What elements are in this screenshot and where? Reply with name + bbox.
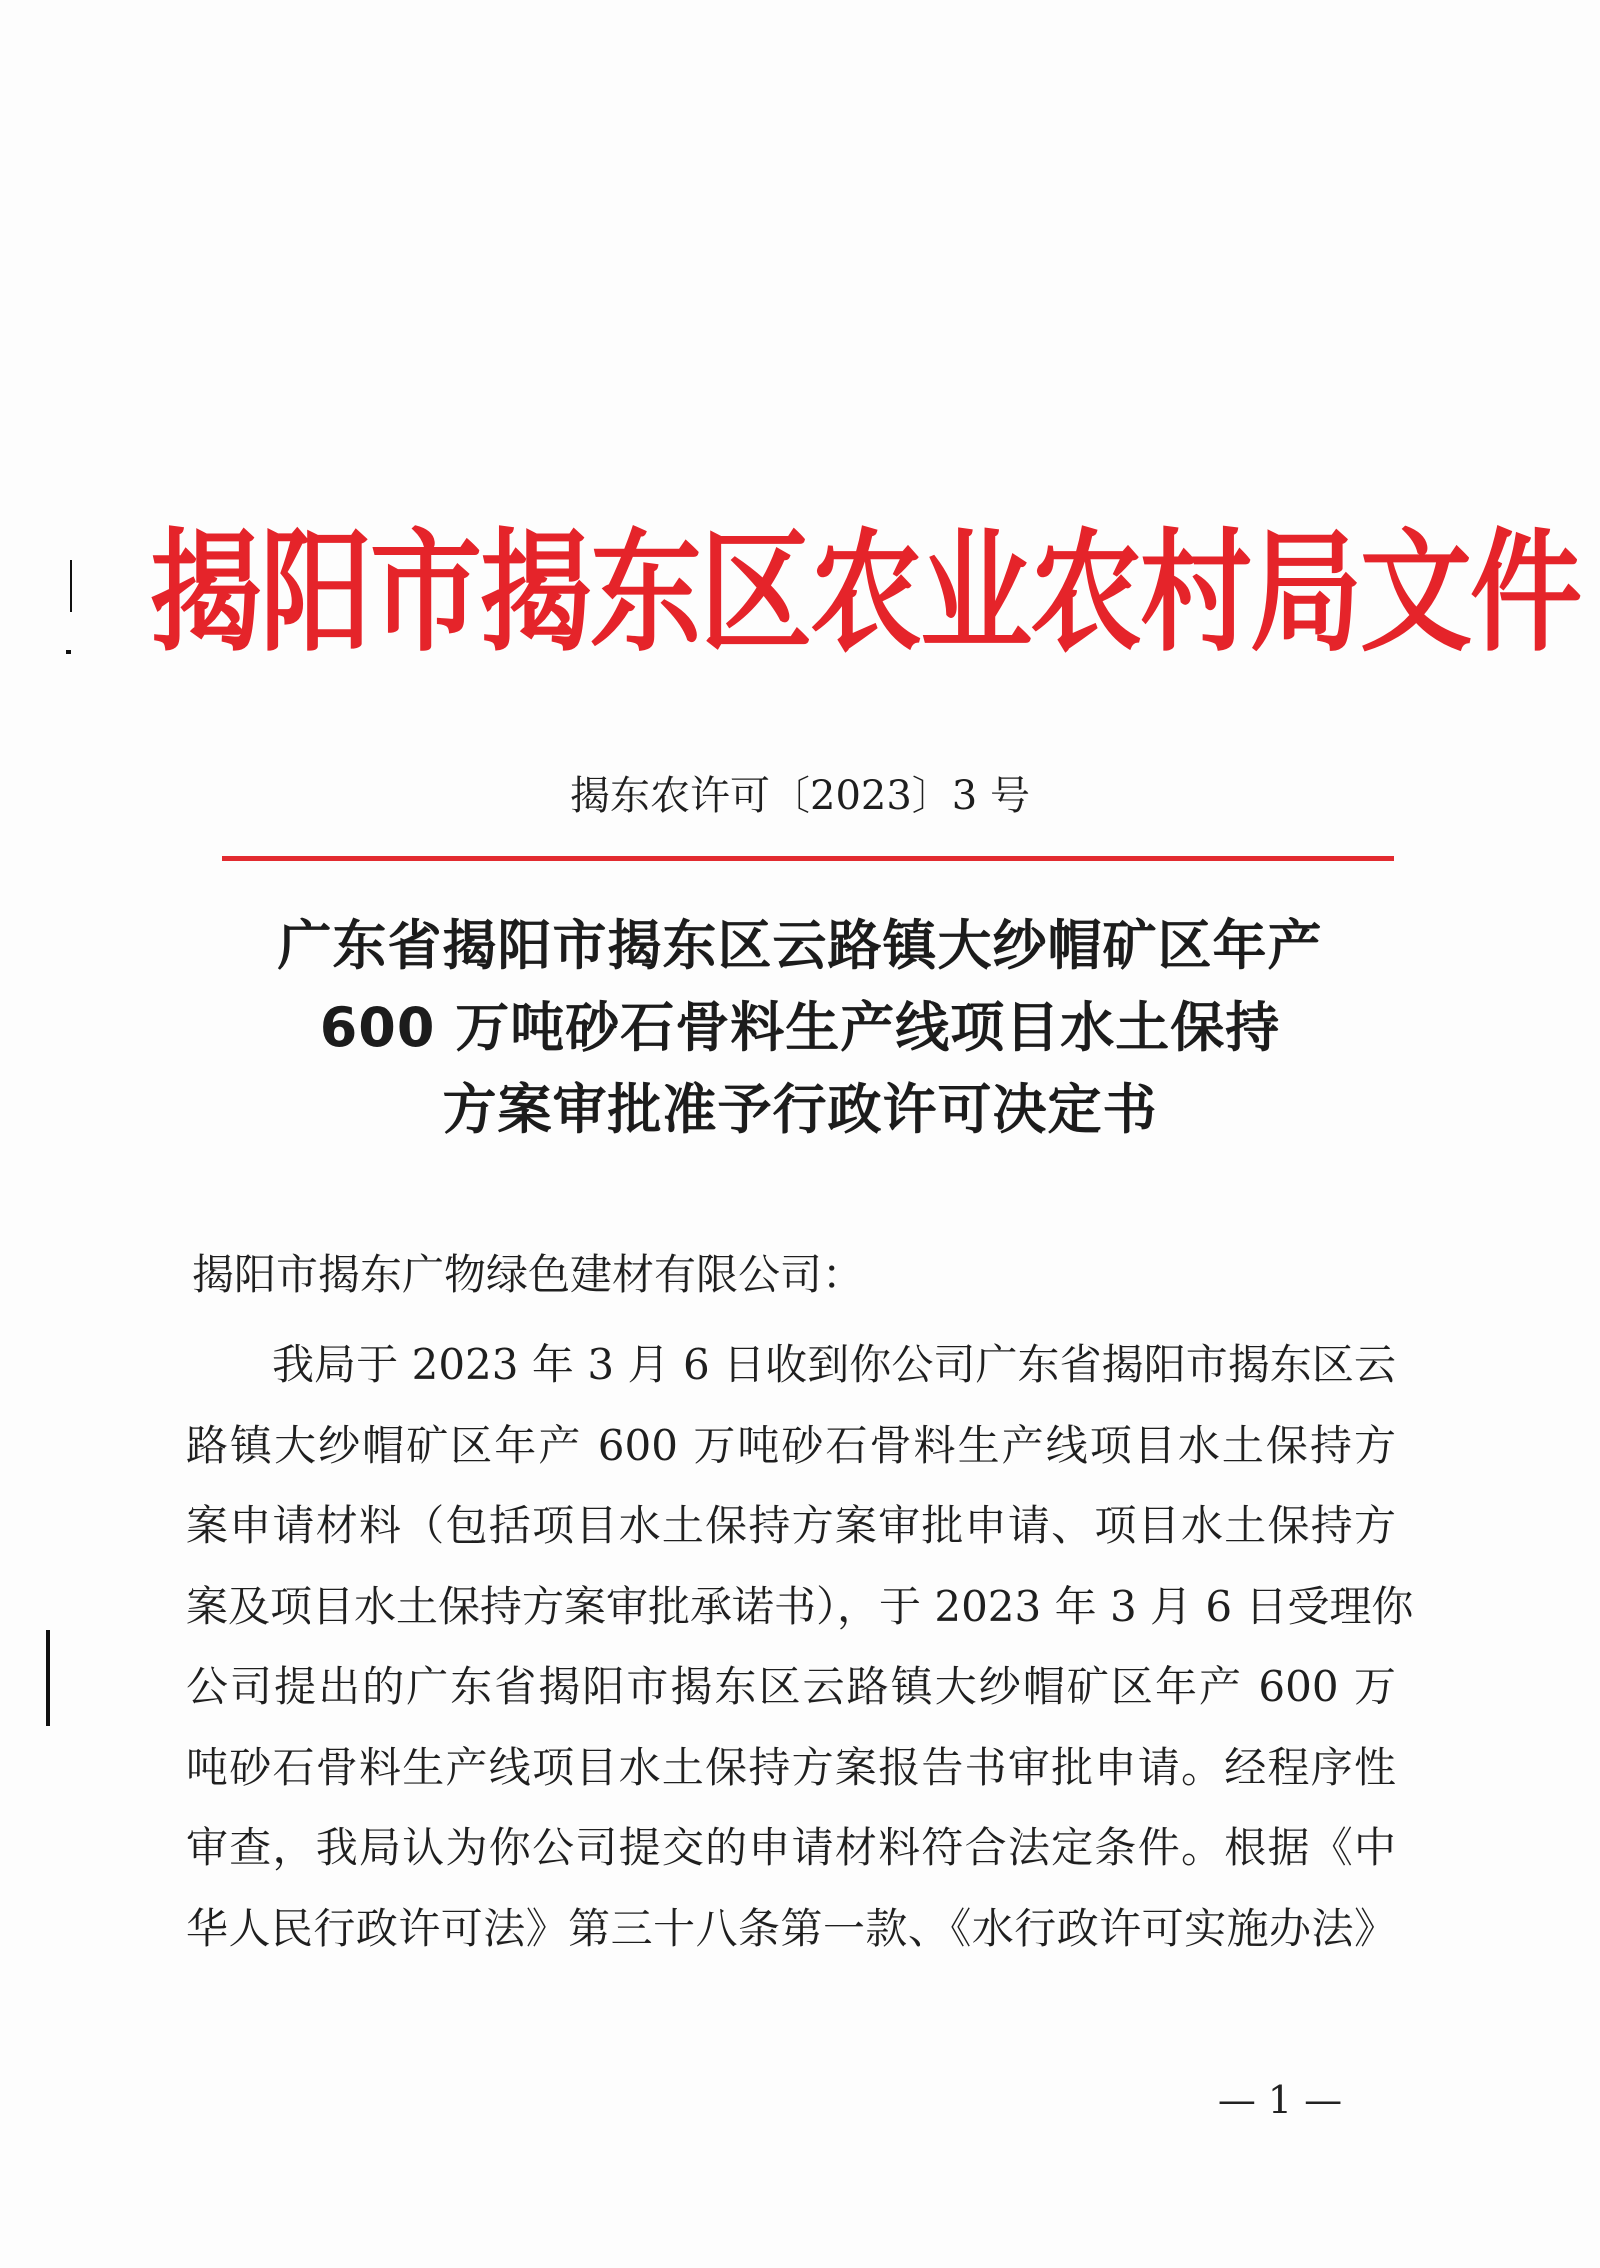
body-line: 案申请材料（包括项目水土保持方案审批申请、项目水土保持方 [186,1501,1396,1550]
title-line: 600 万吨砂石骨料生产线项目水土保持 [319,996,1281,1059]
body-line: 吨砂石骨料生产线项目水土保持方案报告书审批申请。经程序性 [186,1742,1396,1792]
document-number: 揭东农许可〔2023〕3 号 [570,773,1030,819]
document-title [150,905,1450,1151]
body-paragraph [186,1325,1414,1969]
body-line: 我局于 2023 年 3 月 6 日收到你公司广东省揭阳市揭东区云 [272,1340,1396,1389]
issuer-header: 揭阳市揭东区农业农村局文件 [150,516,1580,671]
title-line: 方案审批准予行政许可决定书 [442,1078,1158,1141]
scan-artifact-mark [70,560,72,612]
addressee: 揭阳市揭东广物绿色建材有限公司： [192,1250,865,1299]
page-number: — 1 — [1217,2078,1343,2122]
title-line: 广东省揭阳市揭东区云路镇大纱帽矿区年产 [277,914,1323,977]
body-line: 华人民行政许可法》第三十八条第一款、《水行政许可实施办法》 [186,1903,1396,1953]
red-divider-line [222,856,1394,861]
body-line: 公司提出的广东省揭阳市揭东区云路镇大纱帽矿区年产 600 万 [186,1662,1396,1711]
body-line: 路镇大纱帽矿区年产 600 万吨砂石骨料生产线项目水土保持方 [186,1420,1396,1470]
body-line: 案及项目水土保持方案审批承诺书），于 2023 年 3 月 6 日受理你 [186,1581,1414,1631]
scan-artifact-bar [46,1630,50,1726]
scan-artifact-dot [66,650,71,654]
body-line: 审查，我局认为你公司提交的申请材料符合法定条件。根据《中 [186,1823,1396,1872]
